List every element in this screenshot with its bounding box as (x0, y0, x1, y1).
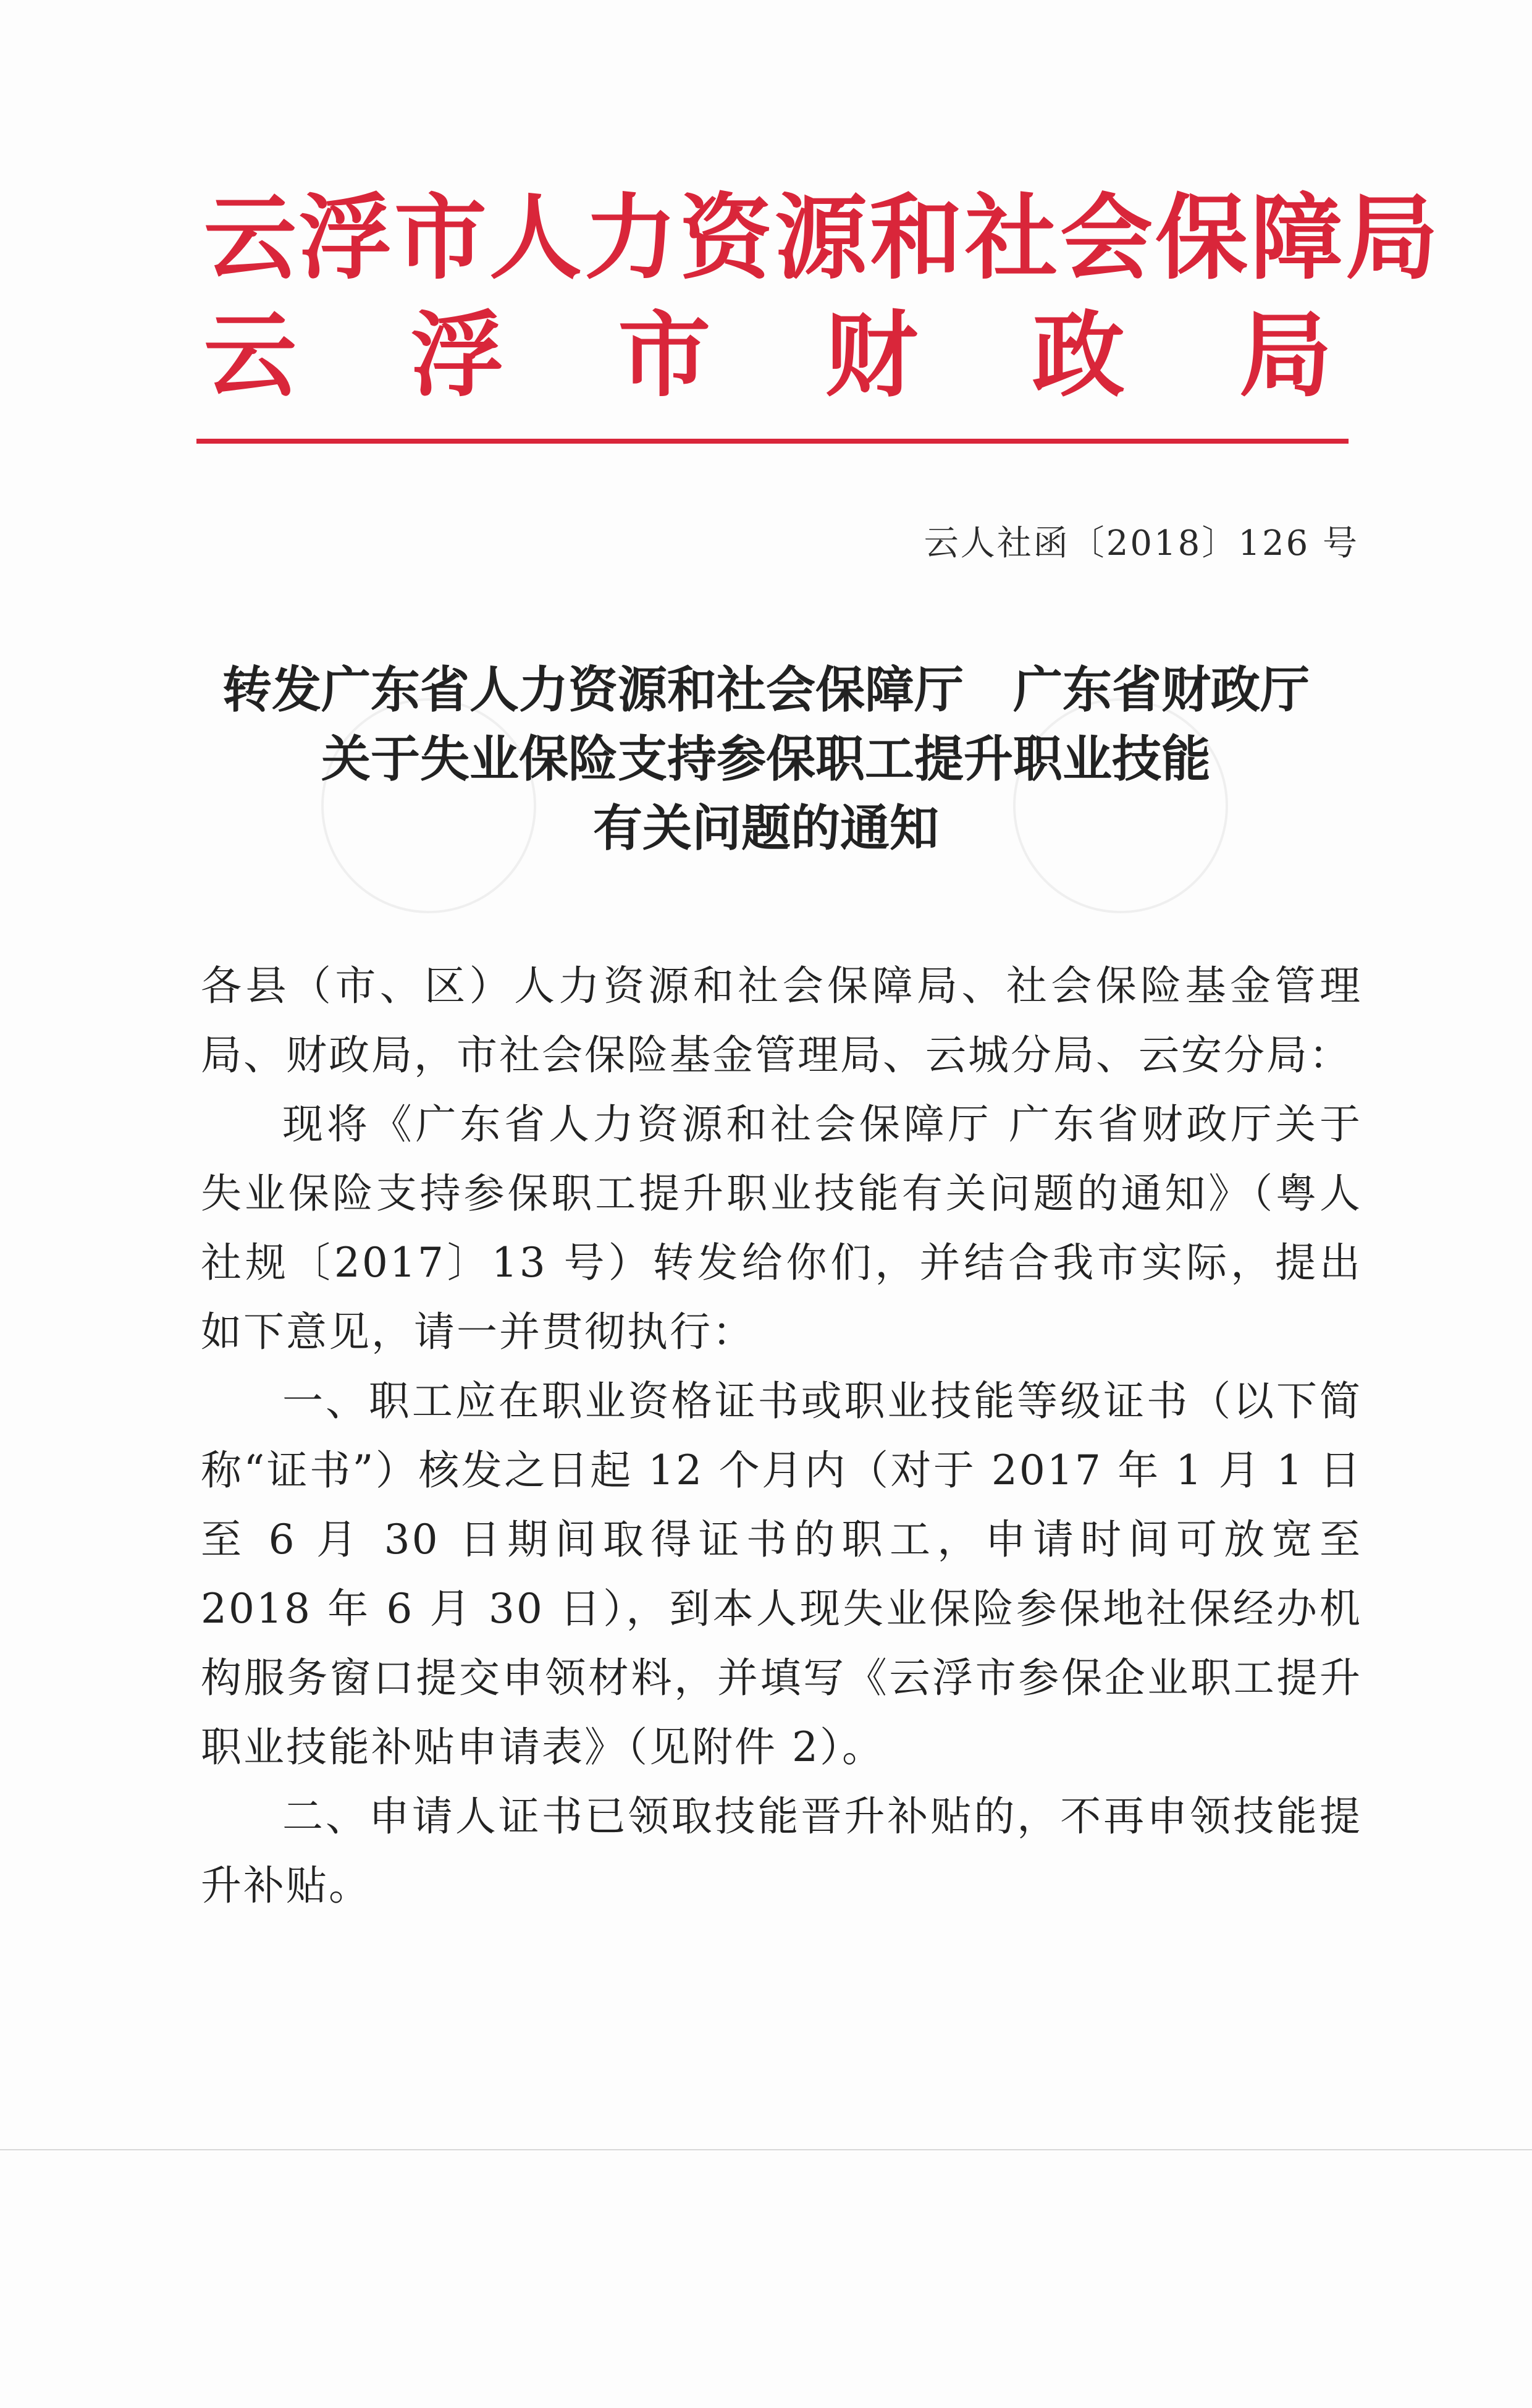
body-item-1: 一、职工应在职业资格证书或职业技能等级证书（以下简称“证书”）核发之日起 12 个月内（对于 2017 年 1 月 1 日至 6 月 30 日期间取得证书的职工，申请时间可放宽至 2018 年 6 月 30 日），到本人现失业保险参保地社保经办机构服务窗口提交申领材料，并填写《云浮市参保企业职工提升职业技能补贴申请表》（见附件 2）。 (201, 1377, 1362, 1771)
letterhead-char: 云 (204, 301, 300, 410)
body-paragraph-1: 现将《广东省人力资源和社会保障厅 广东省财政厅关于失业保险支持参保职工提升职业技能有关问题的通知》（粤人社规〔2017〕13 号）转发给你们，并结合我市实际，提出如下意见，请一并贯彻执行： (201, 1100, 1362, 1356)
letterhead-char: 浮 (411, 301, 507, 410)
letterhead-red-rule (196, 439, 1349, 444)
title-line-2: 关于失业保险支持参保职工提升职业技能 (321, 730, 1211, 788)
letterhead-char: 市 (618, 301, 713, 410)
letterhead-line-1: 云浮市人力资源和社会保障局 (204, 184, 1441, 292)
title-line-1: 转发广东省人力资源和社会保障厅 广东省财政厅 (222, 661, 1310, 719)
document-number: 云人社函〔2018〕126 号 (924, 523, 1359, 564)
page-bottom-edge (0, 2149, 1532, 2150)
letterhead-char: 财 (825, 301, 920, 410)
addressee: 各县（市、区）人力资源和社会保障局、社会保险基金管理局、财政局，市社会保险基金管理局、云城分局、云安分局： (201, 962, 1362, 1079)
body-item-2: 二、申请人证书已领取技能晋升补贴的，不再申领技能提升补贴。 (201, 1793, 1362, 1909)
title-line-3: 有关问题的通知 (593, 799, 939, 857)
document-body (201, 952, 1362, 1920)
letterhead-line-2 (204, 297, 1334, 414)
letterhead-char: 政 (1032, 301, 1127, 410)
letterhead-char: 局 (1239, 301, 1334, 410)
document-title (185, 655, 1347, 863)
letterhead (204, 179, 1441, 414)
